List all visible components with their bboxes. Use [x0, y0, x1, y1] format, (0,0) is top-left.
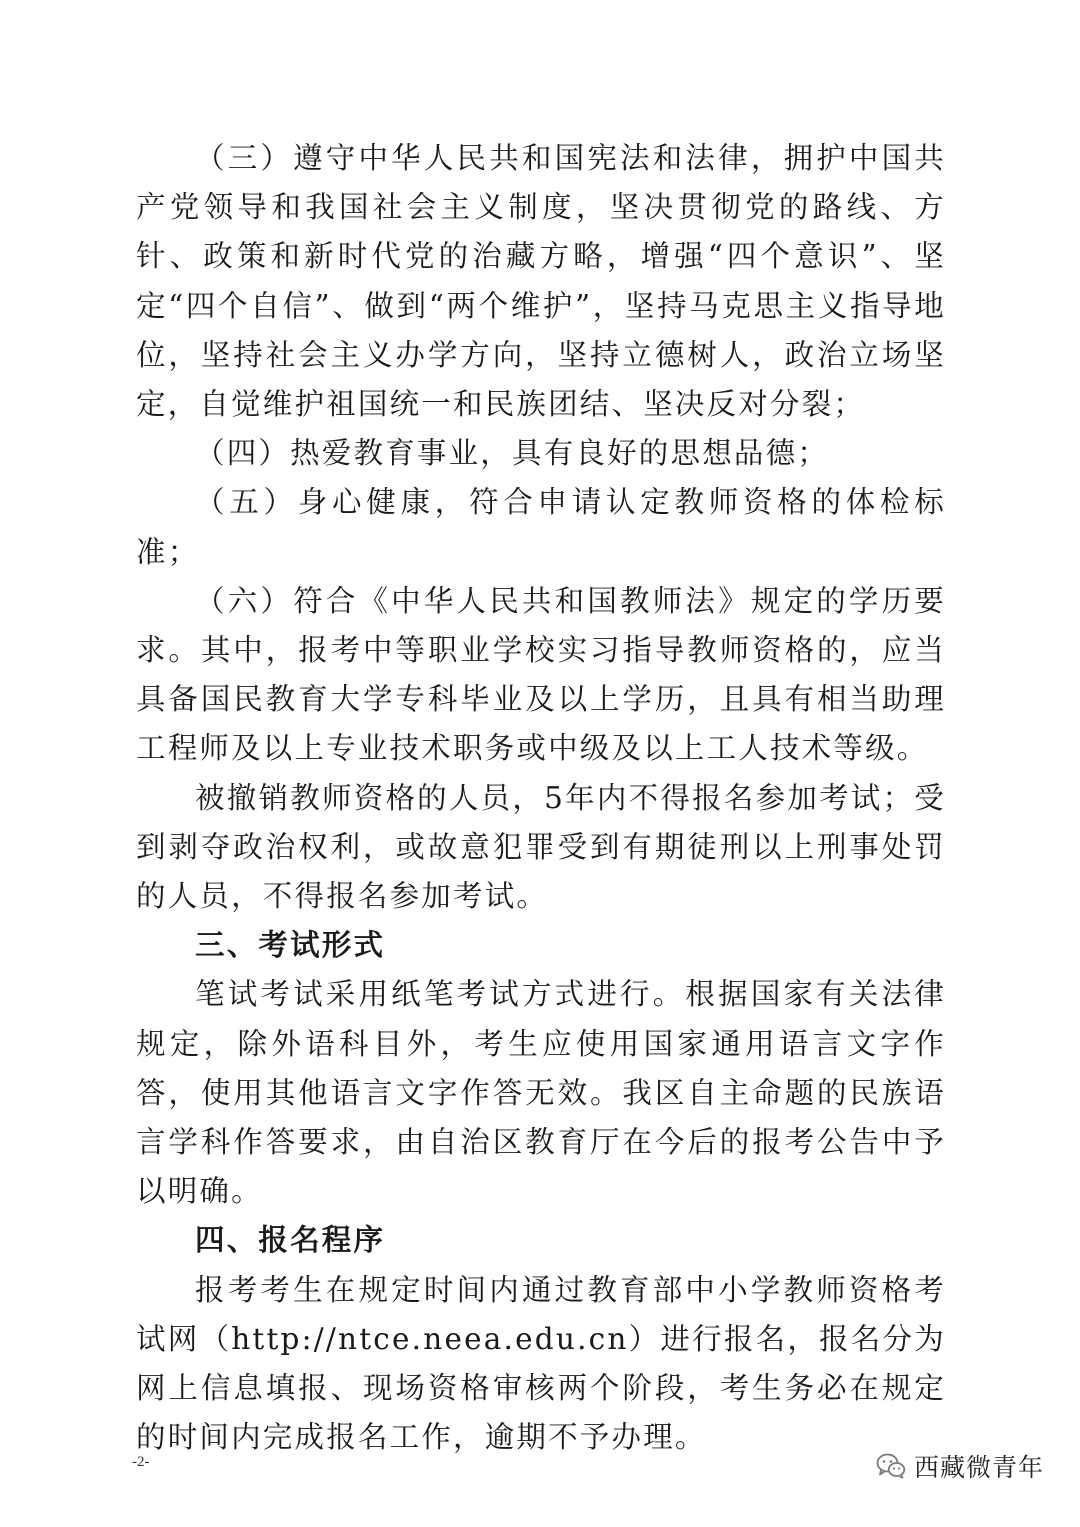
section-heading-registration: 四、报名程序 — [195, 1223, 386, 1258]
paragraph-6: （六）符合《中华人民共和国教师法》规定的学历要求。其中，报考中等职业学校实习指导教师资格的，应当具备国民教育大学专科毕业及以上学历，且具有相当助理工程师及以上专业技术职务或中级及以上工人技术等级。 — [136, 583, 946, 766]
document-body — [136, 134, 946, 1462]
watermark-text: 西藏微青年 — [913, 1453, 1044, 1482]
paragraph-5: （五）身心健康，符合申请认定教师资格的体检标准； — [136, 485, 946, 569]
page-number: -2- — [132, 1454, 150, 1470]
paragraph-revoked: 被撤销教师资格的人员，5年内不得报名参加考试；受到剥夺政治权利，或故意犯罪受到有期徒刑以上刑事处罚的人员，不得报名参加考试。 — [136, 780, 946, 914]
watermark — [876, 1448, 1044, 1484]
paragraph-exam-form: 笔试考试采用纸笔考试方式进行。根据国家有关法律规定，除外语科目外，考生应使用国家通用语言文字作答，使用其他语言文字作答无效。我区自主命题的民族语言学科作答要求，由自治区教育厅在今后的报考公告中予以明确。 — [136, 977, 946, 1209]
wechat-icon — [876, 1453, 906, 1479]
paragraph-4: （四）热爱教育事业，具有良好的思想品德； — [195, 436, 830, 471]
paragraph-registration: 报考考生在规定时间内通过教育部中小学教师资格考试网（http://ntce.neea.edu.cn）进行报名，报名分为网上信息填报、现场资格审核两个阶段，考生务必在规定的时间内完成报名工作，逾期不予办理。 — [136, 1272, 946, 1455]
section-heading-exam-form: 三、考试形式 — [195, 928, 386, 963]
paragraph-3: （三）遵守中华人民共和国宪法和法律，拥护中国共产党领导和我国社会主义制度，坚决贯彻党的路线、方针、政策和新时代党的治藏方略，增强“四个意识”、坚定“四个自信”、做到“两个维护”，坚持马克思主义指导地位，坚持社会主义办学方向，坚持立德树人，政治立场坚定，自觉维护祖国统一和民族团结、坚决反对分裂； — [136, 141, 946, 422]
